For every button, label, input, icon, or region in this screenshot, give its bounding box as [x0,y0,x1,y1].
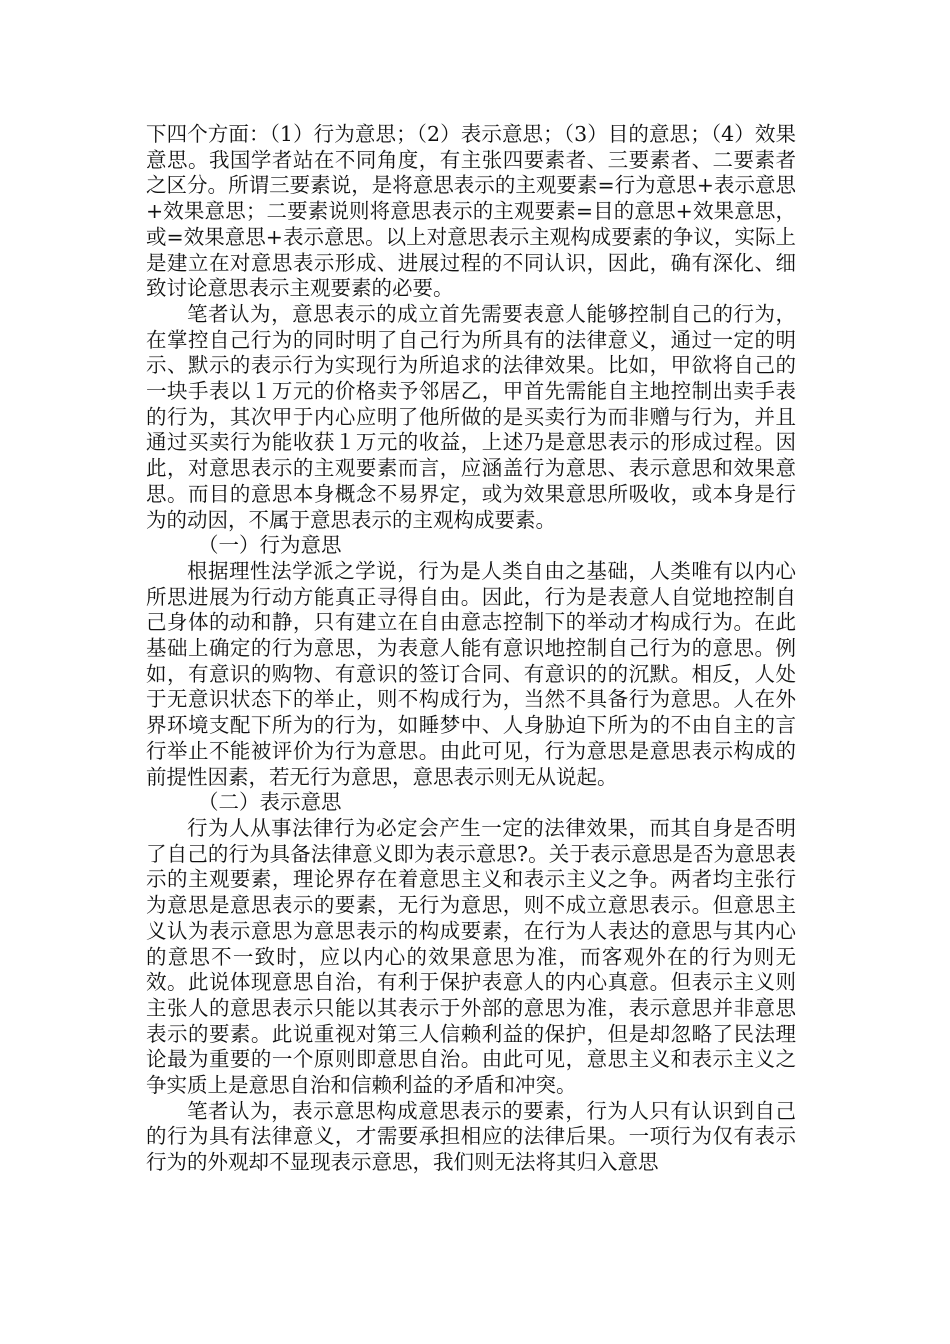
section-heading-behavior-intent: （一）行为意思 [198,533,342,558]
paragraph-author-conclusion: 笔者认为，表示意思构成意思表示的要素，行为人只有认识到自己的行为具有法律意义，才需要承担相应的法律后果。一项行为仅有表示行为的外观却不显现表示意思，我们则无法将其归入意思 [146,1098,796,1175]
document-page [146,122,796,1176]
paragraph-author-view: 笔者认为，意思表示的成立首先需要表意人能够控制自己的行为，在掌控自己行为的同时明了自己行为所具有的法律意义，通过一定的明示、默示的表示行为实现行为所追求的法律效果。比如，甲欲将自己的一块手表以１万元的价格卖予邻居乙，甲首先需能自主地控制出卖手表的行为，其次甲于内心应明了他所做的是买卖行为而非赠与行为，并且通过买卖行为能收获１万元的收益，上述乃是意思表示的形成过程。因此，对意思表示的主观要素而言，应涵盖行为意思、表示意思和效果意思。而目的意思本身概念不易界定，或为效果意思所吸收，或本身是行为的动因，不属于意思表示的主观构成要素。 [146,301,796,532]
paragraph-expression-intent: 行为人从事法律行为必定会产生一定的法律效果，而其自身是否明了自己的行为具备法律意义即为表示意思?。关于表示意思是否为意思表示的主观要素，理论界存在着意思主义和表示主义之争。两者均主张行为意思是意思表示的要素，无行为意思，则不成立意思表示。但意思主义认为表示意思为意思表示的构成要素，在行为人表达的意思与其内心的意思不一致时，应以内心的效果意思为准，而客观外在的行为则无效。此说体现意思自治，有利于保护表意人的内心真意。但表示主义则主张人的意思表示只能以其表示于外部的意思为准，表示意思并非意思表示的要素。此说重视对第三人信赖利益的保护，但是却忽略了民法理论最为重要的一个原则即意思自治。由此可见，意思主义和表示主义之争实质上是意思自治和信赖利益的矛盾和冲突。 [146,815,796,1098]
paragraph-behavior-intent: 根据理性法学派之学说，行为是人类自由之基础，人类唯有以内心所思进展为行动方能真正寻得自由。因此，行为是表意人自觉地控制自己身体的动和静，只有建立在自由意志控制下的举动才构成行为。在此基础上确定的行为意思，为表意人能有意识地控制自己行为的意思。例如，有意识的购物、有意识的签订合同、有意识的的沉默。相反，人处于无意识状态下的举止，则不构成行为，当然不具备行为意思。人在外界环境支配下所为的行为，如睡梦中、人身胁迫下所为的不由自主的言行举止不能被评价为行为意思。由此可见，行为意思是意思表示构成的前提性因素，若无行为意思，意思表示则无从说起。 [146,558,796,789]
section-heading-expression-intent: （二）表示意思 [198,790,342,815]
paragraph-continued: 下四个方面：（1）行为意思；（2）表示意思；（3）目的意思；（4）效果意思。我国学者站在不同角度，有主张四要素者、三要素者、二要素者之区分。所谓三要素说，是将意思表示的主观要素=行为意思+表示意思+效果意思；二要素说则将意思表示的主观要素=目的意思+效果意思，或=效果意思+表示意思。以上对意思表示主观构成要素的争议，实际上是建立在对意思表示形成、进展过程的不同认识，因此，确有深化、细致讨论意思表示主观要素的必要。 [146,122,796,301]
